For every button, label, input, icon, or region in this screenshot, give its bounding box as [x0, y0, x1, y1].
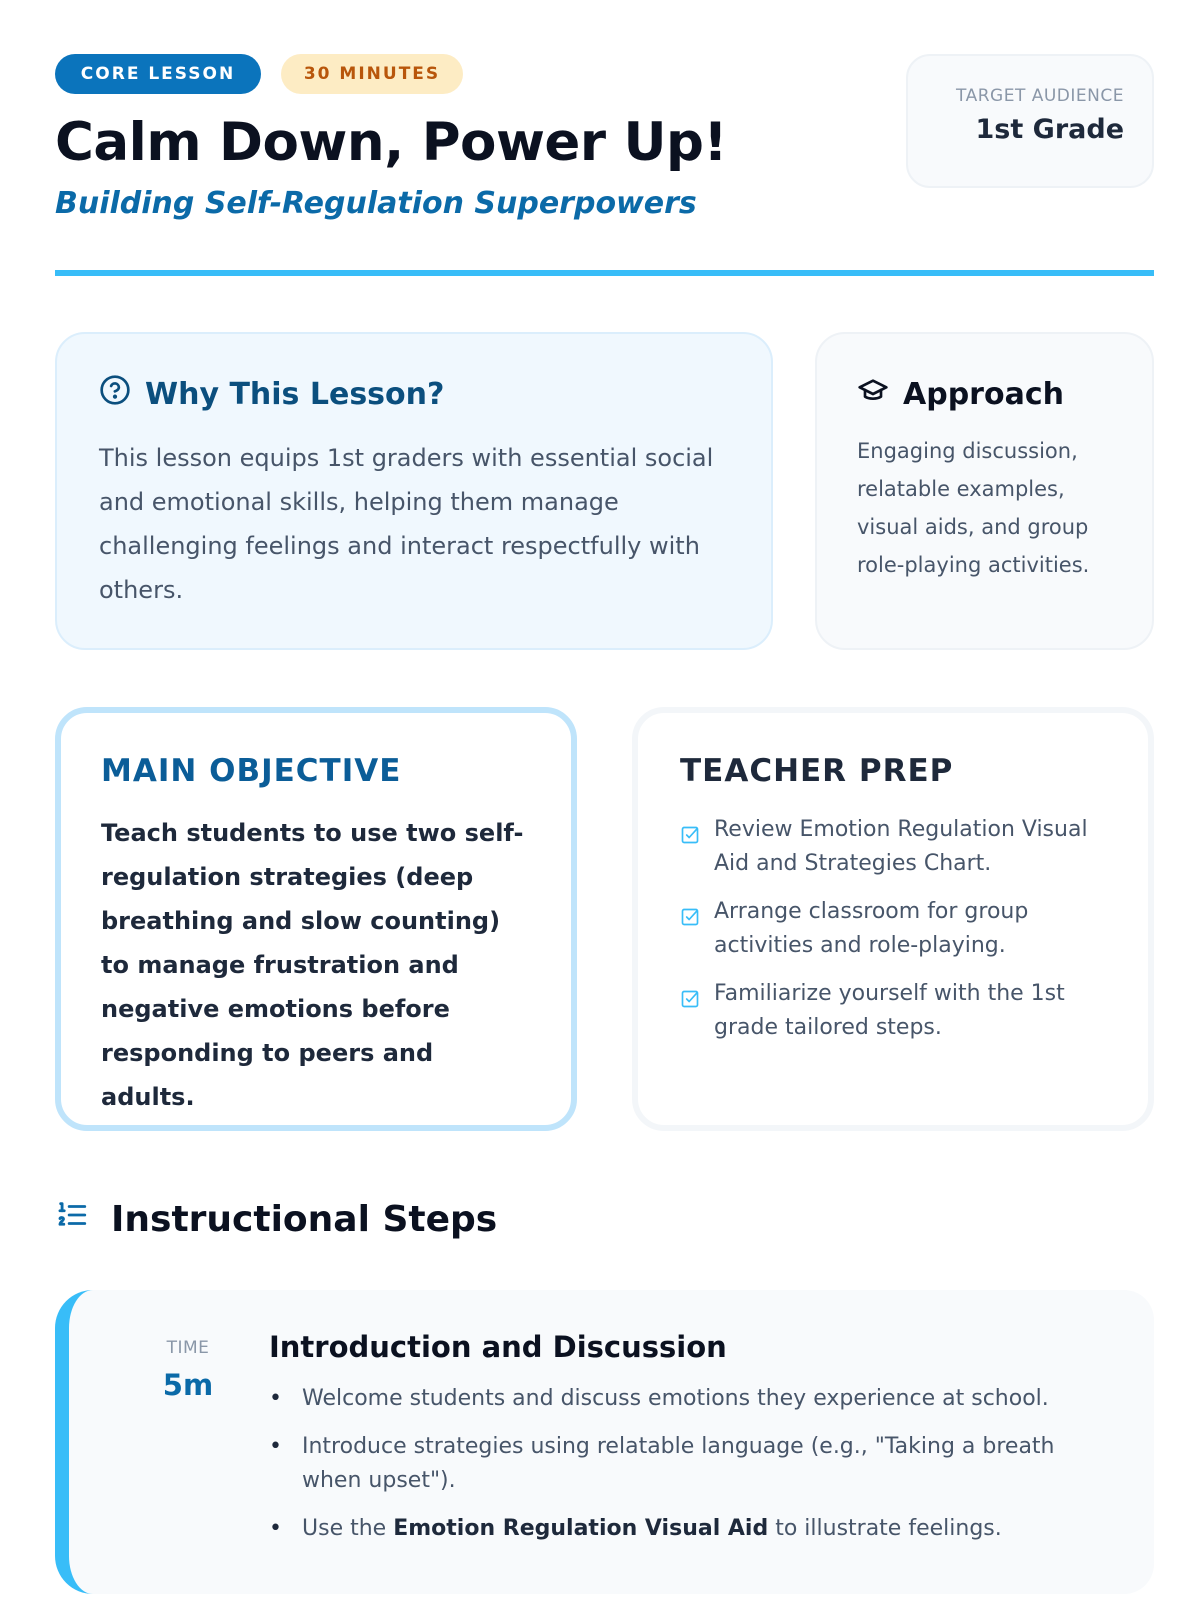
prep-item-text: Review Emotion Regulation Visual Aid and Strategies Chart.: [714, 817, 1088, 876]
prep-item: [680, 813, 1106, 881]
target-audience-label: TARGET AUDIENCE: [956, 86, 1124, 106]
target-audience-value: 1st Grade: [975, 114, 1124, 145]
approach-card: [815, 332, 1154, 650]
step-bullet-list: [269, 1382, 1119, 1546]
checkbox-icon: [680, 822, 700, 881]
step-bullet-text: to illustrate feelings.: [768, 1516, 1002, 1541]
graduation-cap-icon: [857, 374, 889, 414]
why-card-heading: [99, 374, 729, 414]
step-card: [55, 1290, 1154, 1594]
step-bullet-emphasis: Emotion Regulation Visual Aid: [393, 1516, 769, 1541]
teacher-prep-list: [680, 813, 1106, 1045]
step-body: [269, 1330, 1119, 1560]
prep-item-text: Familiarize yourself with the 1st grade tailored steps.: [714, 981, 1065, 1040]
core-lesson-badge: CORE LESSON: [55, 54, 261, 94]
step-time-value: 5m: [162, 1368, 214, 1402]
ordered-list-icon: [55, 1198, 89, 1241]
question-circle-icon: [99, 374, 131, 414]
why-card-text: This lesson equips 1st graders with essential social and emotional skills, helping them manage challenging feelings and interact respectfully with others.: [99, 444, 714, 604]
approach-card-text: Engaging discussion, relatable examples, visual aids, and group role-playing activities.: [857, 439, 1090, 577]
instructional-steps-heading: [55, 1198, 497, 1241]
teacher-prep-title: TEACHER PREP: [680, 753, 954, 789]
why-this-lesson-card: [55, 332, 773, 650]
duration-badge: 30 MINUTES: [281, 54, 463, 94]
teacher-prep-card: [632, 707, 1154, 1131]
step-time: [153, 1338, 223, 1402]
step-bullet: [269, 1512, 1119, 1546]
main-objective-card: [55, 707, 577, 1131]
main-objective-text: Teach students to use two self-regulation strategies (deep breathing and slow counting) to manage frustration and negative emotions before responding to peers and adults.: [101, 819, 524, 1111]
page-title: Calm Down, Power Up!: [55, 112, 728, 173]
prep-item: [680, 895, 1106, 963]
step-title: Introduction and Discussion: [269, 1330, 727, 1364]
prep-item: [680, 977, 1106, 1045]
header-divider: [55, 270, 1154, 276]
approach-card-heading: [857, 374, 1112, 414]
step-time-label: TIME: [166, 1338, 210, 1358]
step-bullet: • Introduce strategies using relatable language (e.g., "Taking a breath when upset").: [269, 1430, 1119, 1498]
target-audience-card: [906, 54, 1154, 188]
checkbox-icon: [680, 986, 700, 1045]
step-bullet-text: Use the: [302, 1516, 394, 1541]
instructional-steps-title: Instructional Steps: [111, 1199, 498, 1240]
main-objective-title: MAIN OBJECTIVE: [101, 753, 402, 789]
checkbox-icon: [680, 904, 700, 963]
step-bullet: • Welcome students and discuss emotions they experience at school.: [269, 1382, 1119, 1416]
prep-item-text: Arrange classroom for group activities and role-playing.: [714, 899, 1029, 958]
approach-card-title: Approach: [903, 376, 1064, 412]
page-subtitle: Building Self-Regulation Superpowers: [55, 186, 697, 221]
why-card-title: Why This Lesson?: [145, 376, 445, 412]
